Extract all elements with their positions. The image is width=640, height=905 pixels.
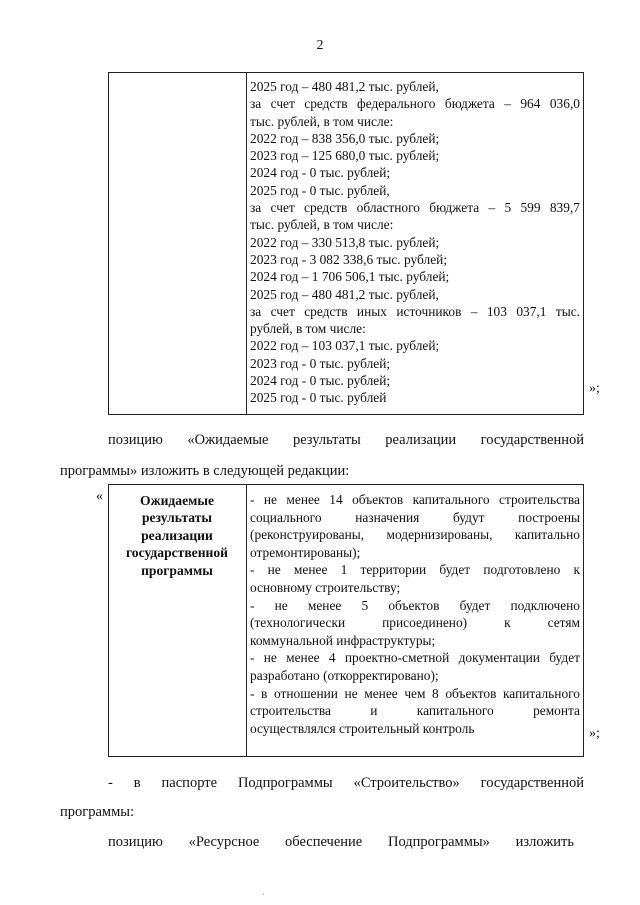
funding-line: 2023 год - 0 тыс. рублей; bbox=[250, 355, 391, 371]
funding-table-divider bbox=[246, 72, 247, 415]
paragraph-line: программы: bbox=[60, 804, 135, 820]
opening-quote: « bbox=[96, 489, 103, 504]
results-line: (технологически присоединено) к сетям bbox=[250, 615, 580, 631]
paragraph-line: - в паспорте Подпрограммы «Строительство» государственной bbox=[108, 775, 584, 791]
page-number: 2 bbox=[316, 38, 324, 53]
funding-line: за счет средств иных источников – 103 037,1 тыс. bbox=[250, 303, 580, 319]
results-line: строительства и капитального ремонта bbox=[250, 703, 580, 719]
results-line: основному строительству; bbox=[250, 579, 401, 595]
funding-line: 2025 год - 0 тыс. рублей bbox=[250, 390, 387, 406]
results-line: (реконструированы, модернизированы, капитально bbox=[250, 527, 580, 543]
results-line: коммунальной инфраструктуры; bbox=[250, 632, 436, 648]
results-line: - в отношении не менее чем 8 объектов капитального bbox=[250, 685, 580, 701]
closing-quote: »; bbox=[589, 726, 600, 741]
results-line: - не менее 4 проектно-сметной документации будет bbox=[250, 650, 580, 666]
funding-line: 2024 год - 0 тыс. рублей; bbox=[250, 165, 391, 181]
results-line: разработано (откорректировано); bbox=[250, 667, 439, 683]
header-line: реализации bbox=[141, 527, 213, 543]
header-line: результаты bbox=[141, 510, 213, 526]
results-line: социального назначения будут построены bbox=[250, 509, 580, 525]
results-table-header bbox=[110, 492, 244, 579]
funding-line: тыс. рублей, в том числе: bbox=[250, 217, 394, 233]
header-line: программы bbox=[141, 562, 213, 578]
funding-line: 2024 год - 0 тыс. рублей; bbox=[250, 373, 391, 389]
results-cell-text bbox=[250, 491, 580, 737]
funding-line: 2022 год – 103 037,1 тыс. рублей; bbox=[250, 338, 440, 354]
results-line: - не менее 14 объектов капитального строительства bbox=[250, 492, 580, 507]
funding-line: рублей, в том числе: bbox=[250, 321, 366, 337]
funding-line: 2022 год – 838 356,0 тыс. рублей; bbox=[250, 130, 440, 146]
funding-line: 2025 год - 0 тыс. рублей, bbox=[250, 182, 390, 198]
results-line: - не менее 1 территории будет подготовлено к bbox=[250, 562, 580, 578]
header-line: Ожидаемые bbox=[139, 493, 215, 508]
paragraph-line: программы» изложить в следующей редакции: bbox=[60, 463, 350, 479]
results-table-divider bbox=[246, 484, 247, 757]
funding-line: 2023 год – 125 680,0 тыс. рублей; bbox=[250, 148, 440, 164]
results-line: осуществлялся строительный контроль bbox=[250, 720, 475, 736]
footer-mark: · bbox=[262, 890, 265, 899]
funding-line: 2025 год – 480 481,2 тыс. рублей, bbox=[250, 286, 439, 302]
header-line: государственной bbox=[125, 545, 229, 561]
funding-line: за счет средств федерального бюджета – 964 036,0 bbox=[250, 96, 580, 112]
funding-line: тыс. рублей, в том числе: bbox=[250, 113, 394, 129]
results-line: - не менее 5 объектов будет подключено bbox=[250, 597, 580, 613]
funding-line: за счет средств областного бюджета – 5 599 839,7 bbox=[250, 200, 580, 216]
paragraph-line: позицию «Ожидаемые результаты реализации государственной bbox=[108, 432, 584, 448]
funding-line: 2024 год – 1 706 506,1 тыс. рублей; bbox=[250, 269, 450, 285]
results-line: отремонтированы); bbox=[250, 544, 361, 560]
funding-cell-text bbox=[250, 78, 580, 407]
funding-line: 2022 год – 330 513,8 тыс. рублей; bbox=[250, 234, 440, 250]
closing-quote: »; bbox=[589, 381, 600, 396]
funding-line: 2023 год - 3 082 338,6 тыс. рублей; bbox=[250, 251, 448, 267]
funding-line: 2025 год – 480 481,2 тыс. рублей, bbox=[250, 79, 439, 94]
paragraph-line: позицию «Ресурсное обеспечение Подпрограммы» изложить bbox=[108, 834, 574, 850]
